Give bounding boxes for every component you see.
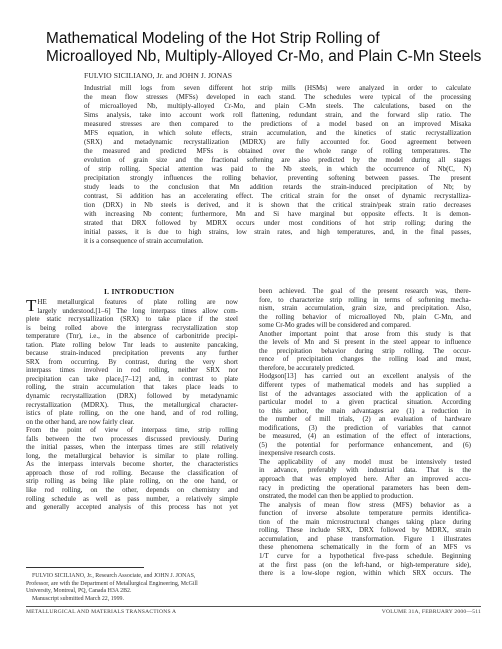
body-text-line: function of inverse absolute temperature permits identifica-	[259, 509, 471, 518]
body-text-line: plete static recrystallization (SRX) to take place if the steel	[26, 315, 238, 324]
body-text-line: on the other hand, are now fairly clear.	[26, 417, 135, 426]
body-text-line: 1/T curve for a hypothetical five-pass schedule. Beginning	[259, 551, 471, 560]
body-text-line: istics of plate rolling, on the one hand, and of rod rolling,	[26, 409, 238, 418]
abstract-line: evolution of grain size and the fractional softening are also predicted by the model during all stages	[84, 156, 471, 165]
body-text-line: (5) the potential for performance enhancement, and (6)	[259, 440, 471, 449]
journal-name: METALLURGICAL AND MATERIALS TRANSACTIONS A	[26, 609, 177, 615]
volume-page: VOLUME 31A, FEBRUARY 2000—511	[381, 609, 481, 615]
body-text-line: onstrated, the model can then be applied to production.	[259, 492, 414, 501]
abstract-line: the measured and predicted MFSs is obtained over the whole range of rolling temperatures. The	[84, 147, 471, 156]
abstract-line: Industrial mill logs from seven different hot strip mills (HSMs) were analyzed in order to calculate	[84, 84, 471, 92]
body-text-line: the initial passes, when the interpass times are still relatively	[26, 443, 238, 452]
body-text-line: precipitation can take place,[7–12] and, in contrast to plate	[26, 374, 238, 383]
body-text-line: rence of precipitation changes the rolling load and must,	[259, 355, 471, 364]
body-text-line: long, the metallurgical behavior is similar to plate rolling.	[26, 451, 238, 460]
body-text-line: modifications, (3) the prediction of variables that cannot	[259, 423, 471, 432]
body-text-line: the number of mill trials, (2) an evaluation of hardware	[259, 415, 471, 424]
abstract-line: study leads to the conclusion that Mn addition retards the strain-induced precipitation of Nb; by	[84, 183, 471, 192]
body-text-line: HE metallurgical features of plate rolling are now	[37, 298, 238, 306]
title-line-2: Microalloyed Nb, Multiply-Alloyed Cr-Mo, and Plain C-Mn Steels	[46, 48, 482, 65]
footnote-line: Manuscript submitted March 22, 1999.	[32, 595, 124, 602]
body-text-line: therefore, be accurately predicted.	[259, 363, 355, 372]
abstract-line: of strip rolling. Special attention was paid to the Nb steels, in which the occurrence of Nb(C, N)	[84, 165, 471, 174]
body-text-line: the precipitation behavior during strip rolling. The occur-	[259, 346, 471, 355]
body-text-line: at the first pass (on the left-hand, or high-temperature side),	[259, 560, 471, 569]
body-text-line: these phenomena schematically in the form of an MFS vs	[259, 543, 471, 552]
body-text-line: As the interpass intervals become shorter, the characteristics	[26, 460, 238, 469]
body-text-line: strip rolling as being like plate rolling, on the one hand, or	[26, 477, 238, 486]
body-text-line: falls between the two processes discussed previously. During	[26, 434, 238, 443]
abstract	[84, 84, 471, 246]
body-text-line: The applicability of any model must be intensively tested	[259, 457, 471, 466]
body-text-line: particular model to a given practical situation. According	[259, 398, 471, 407]
body-text-line: in advance, preferably with industrial data. That is the	[259, 466, 471, 475]
section-heading: I. INTRODUCTION	[104, 287, 175, 296]
body-text-line: fore, to characterize strip rolling in terms of softening mecha-	[259, 295, 471, 304]
body-text-line: be measured, (4) an estimation of the effect of interactions,	[259, 432, 471, 441]
title-line-1: Mathematical Modeling of the Hot Strip Rolling of	[46, 30, 380, 47]
footnote-line: FULVIO SICILIANO, Jr., Research Associate, and JOHN J. JONAS,	[32, 573, 196, 579]
footnote-line: Professor, are with the Department of Metallurgical Engineering, McGill	[26, 580, 198, 587]
abstract-line: measured stresses are then compared to the predictions of a model based on an improved Misaka	[84, 120, 471, 129]
body-text-line: is being rolled above the intergrass recrystallization stop	[26, 323, 238, 332]
footnote-line: University, Montreal, PQ, Canada H3A 2B2.	[26, 588, 132, 594]
body-text-line: list of the advantages associated with the application of a	[259, 389, 471, 398]
body-text-line: dynamic recrystallization (DRX) followed by metadynamic	[26, 392, 238, 401]
body-text-line: temperature (Tnr), i.e., in the absence of carbonitride precipi-	[26, 332, 238, 341]
body-text-line: inexpensive research costs.	[259, 449, 336, 458]
abstract-line: (SRX) and metadynamic recrystallization (MDRX) are fully accounted for. Good agreement between	[84, 138, 471, 147]
body-text-line: the levels of Mn and Si present in the steel appear to influence	[259, 338, 471, 347]
body-text-line: to this author, the main advantages are (1) a reduction in	[259, 406, 471, 415]
abstract-line: of microalloyed Nb, multiply-alloyed Cr-Mo, and plain C-Mn steels. The calculations, based on the	[84, 102, 471, 111]
footnote-rule	[26, 567, 144, 568]
body-text-line: and generally accepted analysis of this process has not yet	[26, 503, 238, 512]
body-text-line: different types of mathematical models and has supplied a	[259, 381, 471, 390]
body-text-line: SRX from occurring. By contrast, during the very short	[26, 357, 238, 366]
body-text-line: the rolling behavior of microalloyed Nb, plain C-Mn, and	[259, 312, 471, 321]
abstract-line: the mean flow stresses (MFSs) developed in each stand. The schedules were typical of the processing	[84, 93, 471, 102]
author-footnote	[26, 573, 238, 603]
left-column	[26, 298, 238, 512]
body-text-line: been achieved. The goal of the present research was, there-	[259, 287, 471, 295]
body-text-line: approach those of rod rolling. Because the classification of	[26, 468, 238, 477]
body-text-line: like rod rolling, on the other, depends on chemistry and	[26, 486, 238, 495]
body-text-line: because strain-induced precipitation prevents any further	[26, 349, 238, 358]
body-text-line: interpass times involved in rod rolling, neither SRX nor	[26, 366, 238, 375]
body-text-line: racy in predicting the operational parameters has been dem-	[259, 483, 471, 492]
abstract-line: strated that DRX followed by MDRX occurs under most conditions of hot strip rolling; during the	[84, 219, 471, 228]
body-text-line: From the point of view of interpass time, strip rolling	[26, 426, 238, 435]
article-title	[46, 30, 486, 66]
author-line: FULVIO SICILIANO, Jr. and JOHN J. JONAS	[84, 71, 233, 80]
body-text-line: Another important point that arose from this study is that	[259, 329, 471, 338]
abstract-line: it is a consequence of strain accumulation.	[84, 237, 204, 246]
abstract-line: precipitation strongly influences the rolling behavior, preventing softening between passes. The present	[84, 174, 471, 183]
body-text-line: recrystallization (MDRX). Thus, the metallurgical character-	[26, 400, 238, 409]
body-text-line: some Cr-Mo grades will be considered and compared.	[259, 321, 411, 330]
body-text-line: rolling schedule as well as pass number, a relatively simple	[26, 494, 238, 503]
body-text-line: approach that was employed here. After an improved accu-	[259, 475, 471, 484]
footer-rule	[26, 606, 481, 607]
abstract-line: with increasing Nb content; furthermore, Mn and Si have marginal but opposite effects. It is demon-	[84, 210, 471, 219]
body-text-line: nism, strain accumulation, grain size, and precipitation. Also,	[259, 304, 471, 313]
body-text-line: rolling. These include SRX, DRX followed by MDRX, strain	[259, 526, 471, 535]
body-text-line: tation. Plate rolling below Tnr leads to austenite pancaking,	[26, 340, 238, 349]
abstract-line: initial passes, it is due to high strains, low strain rates, and high temperatures, and, in the final passes,	[84, 228, 471, 237]
body-text-line: rolling, the strain accumulation that takes place leads to	[26, 383, 238, 392]
body-text-line: Hodgson[13] has carried out an excellent analysis of the	[259, 372, 471, 381]
body-text-line: tion of the main microstructural changes taking place during	[259, 517, 471, 526]
abstract-line: MFS equation, in which solute effects, strain accumulation, and the kinetics of static recrystallization	[84, 129, 471, 138]
body-text-line: there is a low-slope region, within which SRX occurs. The	[259, 569, 471, 578]
abstract-line: tion (DRX) in Nb steels is derived, and it is shown that the critical strain/peak strain ratio decreases	[84, 201, 471, 210]
right-column	[259, 287, 471, 578]
abstract-line: contrast, Si addition has an accelerating effect. The critical strain for the onset of dynamic recrystalliza-	[84, 192, 471, 201]
body-text-line: largely understood.[1–6] The long interpass times allow com-	[37, 306, 238, 315]
abstract-line: Sims analysis, take into account work roll flattening, redundant strain, and the forward slip ratio. The	[84, 111, 471, 120]
body-text-line: accumulation, and phase transformation. Figure 1 illustrates	[259, 534, 471, 543]
drop-cap: T	[26, 296, 37, 315]
body-text-line: The analysis of mean flow stress (MFS) behavior as a	[259, 500, 471, 509]
